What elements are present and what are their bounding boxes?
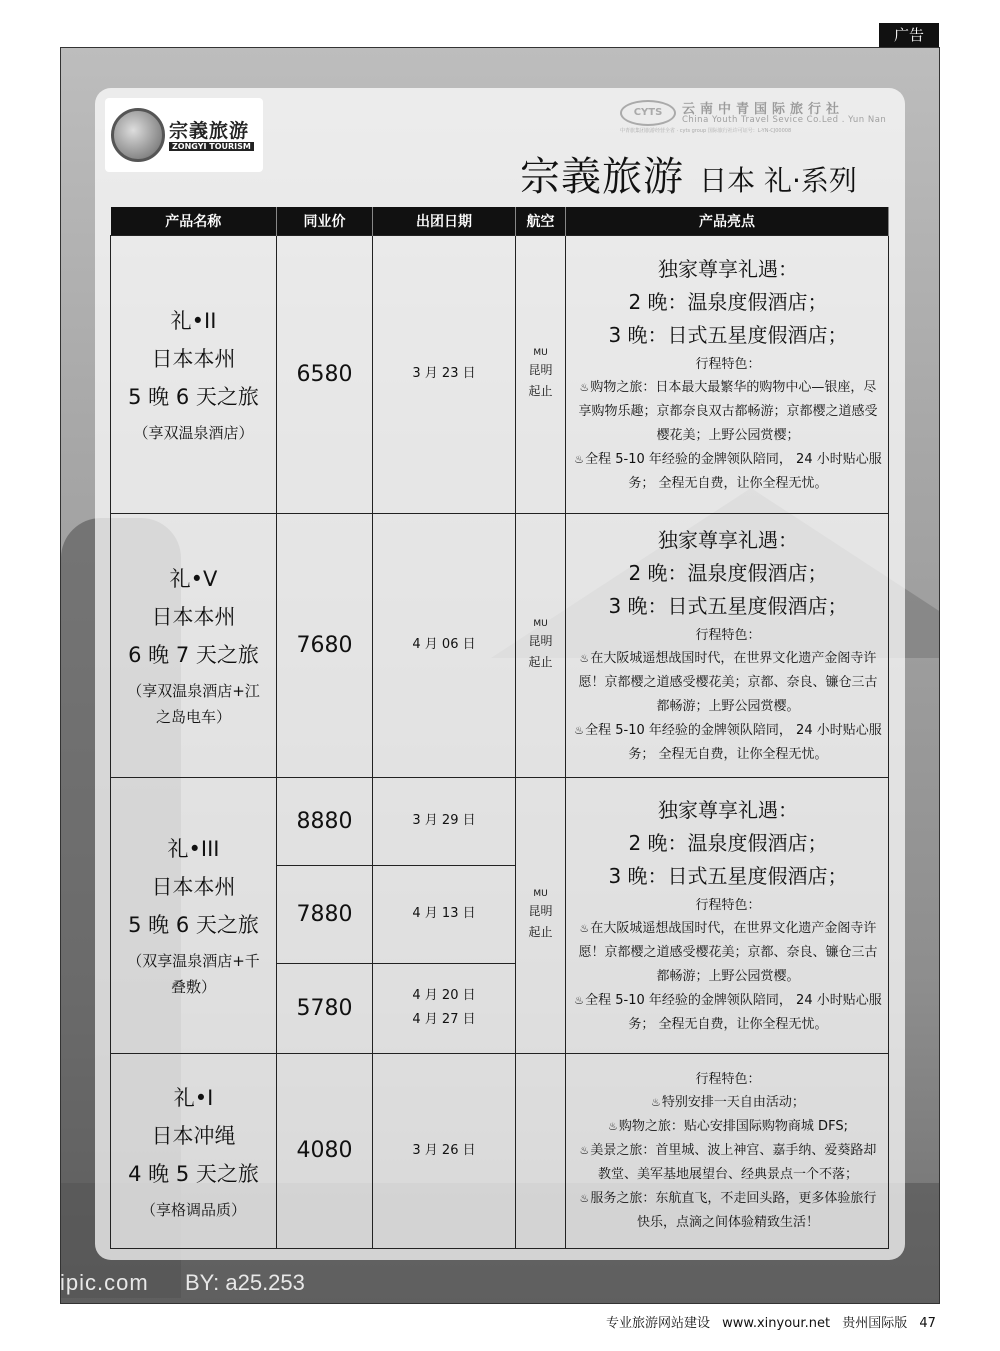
product-duration: 5 晚 6 天之旅: [128, 913, 259, 937]
product-region: 日本本州: [151, 605, 236, 629]
product-series: 礼•II: [170, 309, 217, 333]
footprint-logo-icon: [111, 108, 165, 162]
agency-name-en: China Youth Travel Sevice Co.Led . Yun Nan: [682, 115, 887, 125]
highlight-line: 2 晚：温泉度假酒店；: [628, 560, 828, 585]
product-price: 6580: [277, 235, 373, 513]
product-highlights: [566, 1053, 889, 1248]
product-note: （享双温泉酒店）: [133, 424, 254, 442]
product-name: [111, 235, 277, 513]
brand-name-en: ZONGYI TOURISM: [169, 142, 254, 151]
title-series: 日本 礼·系列: [699, 164, 857, 197]
features-label: 行程特色：: [695, 356, 761, 372]
feature-item: [574, 719, 882, 767]
page-footer: [606, 1312, 944, 1331]
hot-spring-icon: ♨: [579, 651, 590, 665]
product-duration: 5 晚 6 天之旅: [128, 385, 259, 409]
hot-spring-icon: ♨: [579, 380, 590, 394]
product-duration: 4 晚 5 天之旅: [128, 1161, 259, 1186]
highlight-line: 3 晚：日式五星度假酒店；: [608, 863, 848, 888]
airline-city: 昆明: [528, 634, 553, 648]
col-product-name: 产品名称: [111, 207, 277, 235]
product-table: [110, 207, 889, 1249]
departure-date: 4 月 13 日: [373, 865, 516, 963]
feature-item: [574, 989, 882, 1037]
airline-info: [516, 1053, 566, 1248]
airline-note: 起止: [528, 925, 553, 939]
title-main: 宗義旅游: [520, 154, 684, 200]
feature-text: 在大阪城遥想战国时代，在世界文化遗产金阁寺许愿！京都樱之道感受樱花美；京都、奈良、镰仓三古都畅游；上野公园赏樱。: [578, 920, 878, 984]
airline-note: 起止: [528, 655, 553, 669]
feature-item: [574, 1115, 882, 1139]
feature-item: [574, 1187, 882, 1235]
feature-item: [574, 376, 882, 448]
cyts-emblem-icon: CYTS: [620, 100, 676, 126]
hot-spring-icon: ♨: [608, 1119, 618, 1133]
feature-text: 购物之旅：贴心安排国际购物商城 DFS;: [618, 1118, 848, 1134]
product-name: [111, 777, 277, 1053]
product-series: 礼•III: [167, 837, 220, 861]
features-label: 行程特色：: [695, 627, 761, 643]
airline-city: 昆明: [528, 363, 553, 377]
hot-spring-icon: ♨: [651, 1095, 661, 1109]
hot-spring-icon: ♨: [574, 723, 585, 737]
highlight-line: 3 晚：日式五星度假酒店；: [608, 593, 848, 618]
departure-date: 4 月 06 日: [373, 513, 516, 777]
ad-tag: 广告: [879, 23, 939, 48]
departure-date: 3 月 23 日: [373, 235, 516, 513]
col-price: 同业价: [277, 207, 373, 235]
departure-date-1: 4 月 20 日: [412, 988, 476, 1003]
footer-edition: 贵州国际版: [842, 1316, 908, 1331]
product-highlights: [566, 777, 889, 1053]
product-note: （双享温泉酒店+千叠敷）: [127, 952, 260, 996]
feature-text: 美景之旅：首里城、波上神宫、嘉手纳、爱葵路却教堂、美军基地展望台、经典景点一个不落；: [590, 1142, 877, 1182]
product-price: 7880: [277, 865, 373, 963]
product-note: （享双温泉酒店+江之岛电车）: [127, 682, 260, 726]
feature-text: 在大阪城遥想战国时代，在世界文化遗产金阁寺许愿！京都樱之道感受樱花美；京都、奈良、镰仓三古都畅游；上野公园赏樱。: [578, 650, 878, 714]
airline-code: MU: [533, 619, 548, 629]
product-price: 7680: [277, 513, 373, 777]
table-row: [111, 235, 889, 513]
product-note: （享格调品质）: [140, 1200, 246, 1219]
feature-text: 全程 5-10 年经验的金牌领队陪同， 24 小时贴心服务； 全程无自费，让你全程无忧。: [585, 992, 882, 1032]
feature-text: 全程 5-10 年经验的金牌领队陪同， 24 小时贴心服务； 全程无自费，让你全程无忧。: [585, 722, 882, 762]
feature-text: 全程 5-10 年经验的金牌领队陪同， 24 小时贴心服务； 全程无自费，让你全程无忧。: [585, 451, 882, 491]
product-highlights: [566, 235, 889, 513]
departure-date: [373, 963, 516, 1053]
product-price: 8880: [277, 777, 373, 865]
hot-spring-icon: ♨: [579, 1143, 590, 1157]
feature-text: 购物之旅：日本最大最繁华的购物中心—银座，尽享购物乐趣；京都奈良双古都畅游；京都樱之道感受樱花美；上野公园赏樱；: [578, 379, 878, 443]
highlight-head: 独家尊享礼遇：: [658, 797, 798, 822]
table-row: [111, 1053, 889, 1248]
product-region: 日本本州: [151, 347, 236, 371]
feature-item: [574, 917, 882, 989]
hot-spring-icon: ♨: [579, 1191, 590, 1205]
brand-logo: [105, 98, 263, 172]
highlight-line: 2 晚：温泉度假酒店；: [628, 830, 828, 855]
col-highlights: 产品亮点: [566, 207, 889, 235]
agency-name-cn: 云南中青国际旅行社: [682, 102, 845, 117]
product-region: 日本冲绳: [151, 1123, 236, 1148]
photo-watermark: ipic.com: [60, 1270, 149, 1295]
brand-name-cn: 宗義旅游: [169, 120, 250, 142]
page-number: 47: [919, 1316, 936, 1331]
feature-text: 服务之旅：东航直飞，不走回头路，更多体验旅行快乐，点滴之间体验精致生活！: [590, 1190, 877, 1230]
product-series: 礼•I: [173, 1085, 214, 1110]
product-series: 礼•V: [169, 567, 218, 591]
departure-date: 3 月 29 日: [373, 777, 516, 865]
product-name: [111, 513, 277, 777]
table-row: [111, 513, 889, 777]
table-row: [111, 777, 889, 865]
hot-spring-icon: ♨: [579, 921, 590, 935]
col-airline: 航空: [516, 207, 566, 235]
agency-license: 中青旅集团旅游经营全省 · cyts group 国际旅行社许可证号：L-YN-CJ00008: [620, 128, 792, 134]
product-name: [111, 1053, 277, 1248]
feature-item: [574, 647, 882, 719]
highlight-head: 独家尊享礼遇：: [658, 527, 798, 552]
product-region: 日本本州: [151, 875, 236, 899]
highlight-line: 3 晚：日式五星度假酒店；: [608, 322, 848, 347]
departure-date: 3 月 26 日: [373, 1053, 516, 1248]
product-highlights: [566, 513, 889, 777]
footer-url[interactable]: www.xinyour.net: [722, 1316, 831, 1331]
highlight-head: 独家尊享礼遇：: [658, 256, 798, 281]
table-header: [111, 207, 889, 235]
page-title: [520, 145, 857, 202]
airline-city: 昆明: [528, 904, 553, 918]
airline-info: [516, 235, 566, 513]
features-label: 行程特色：: [695, 1071, 761, 1087]
hot-spring-icon: ♨: [574, 993, 585, 1007]
hot-spring-icon: ♨: [574, 452, 585, 466]
feature-text: 特别安排一天自由活动；: [661, 1094, 805, 1110]
product-price: 4080: [277, 1053, 373, 1248]
col-date: 出团日期: [373, 207, 516, 235]
airline-code: MU: [533, 348, 548, 358]
footer-slogan: 专业旅游网站建设: [606, 1316, 711, 1331]
feature-item: [574, 448, 882, 496]
product-price: 5780: [277, 963, 373, 1053]
features-label: 行程特色：: [695, 897, 761, 913]
departure-date-2: 4 月 27 日: [412, 1012, 476, 1027]
photo-watermark-id: BY: a25.253: [185, 1270, 305, 1295]
airline-info: [516, 513, 566, 777]
airline-info: [516, 777, 566, 1053]
product-duration: 6 晚 7 天之旅: [128, 643, 259, 667]
airline-code: MU: [533, 889, 548, 899]
airline-note: 起止: [528, 384, 553, 398]
agency-logo: [620, 98, 890, 134]
highlight-line: 2 晚：温泉度假酒店；: [628, 289, 828, 314]
feature-item: [574, 1139, 882, 1187]
feature-item: [574, 1091, 882, 1115]
